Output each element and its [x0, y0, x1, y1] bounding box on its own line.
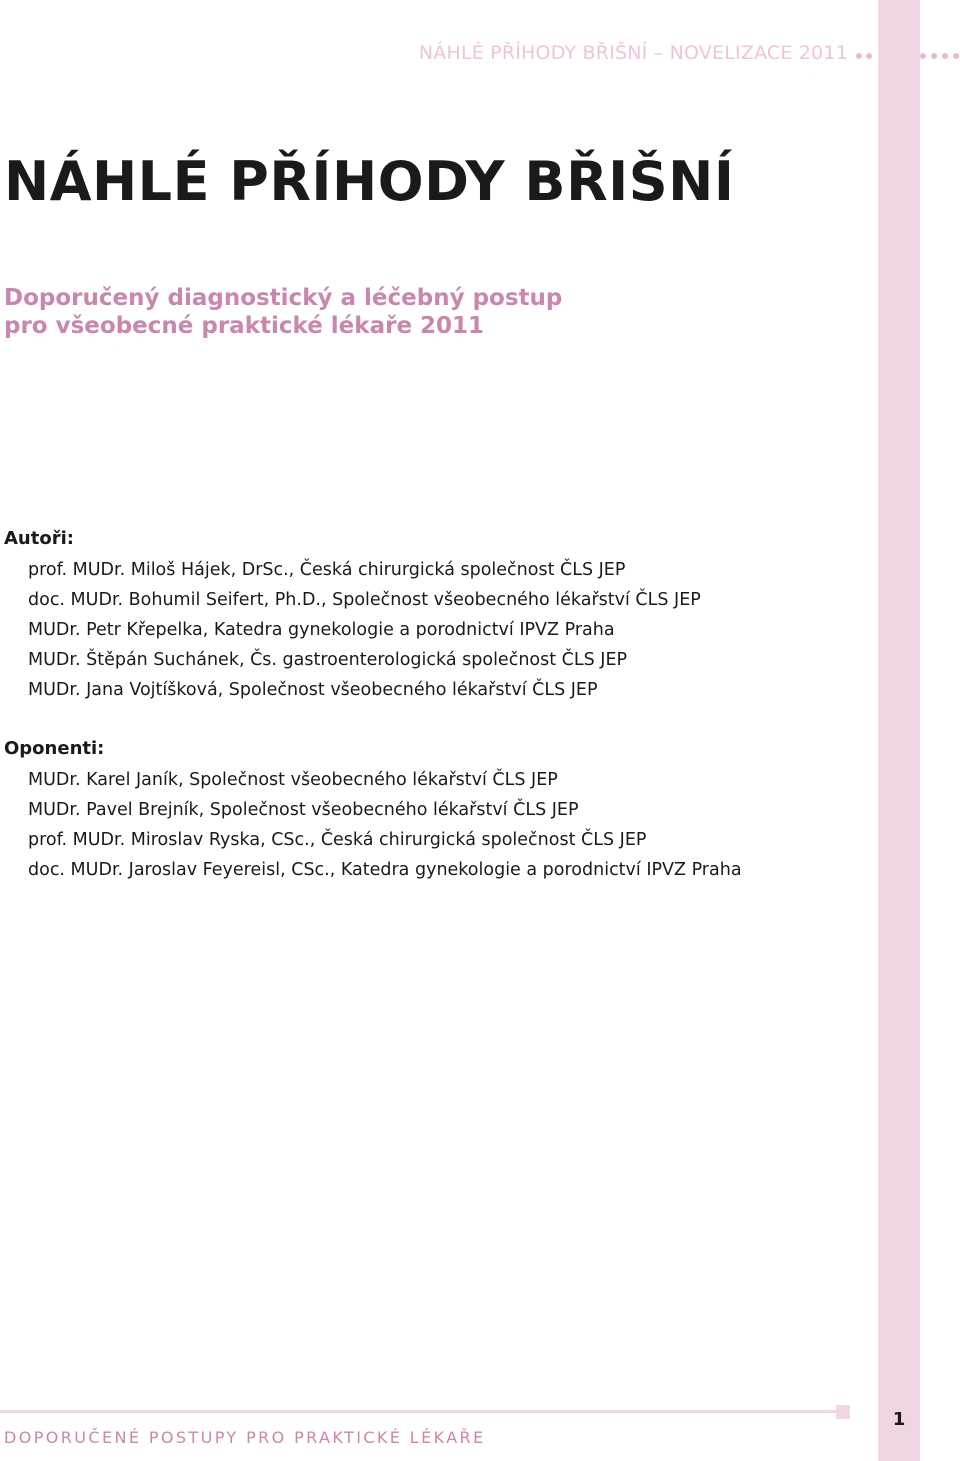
- page-number: 1: [892, 1409, 906, 1430]
- author-item: doc. MUDr. Bohumil Seifert, Ph.D., Společnost všeobecného lékařství ČLS JEP: [28, 590, 701, 610]
- reviewer-item: MUDr. Pavel Brejník, Společnost všeobecného lékařství ČLS JEP: [28, 800, 579, 820]
- author-item: MUDr. Jana Vojtíšková, Společnost všeobecného lékařství ČLS JEP: [28, 680, 598, 700]
- reviewers-heading: Oponenti:: [4, 738, 105, 759]
- reviewer-item: doc. MUDr. Jaroslav Feyereisl, CSc., Katedra gynekologie a porodnictví IPVZ Praha: [28, 860, 742, 880]
- author-item: prof. MUDr. Miloš Hájek, DrSc., Česká chirurgická společnost ČLS JEP: [28, 560, 626, 580]
- running-head: [0, 42, 960, 70]
- subtitle-line-2: pro všeobecné praktické lékaře 2011: [4, 313, 485, 339]
- page-title: NÁHLÉ PŘÍHODY BŘIŠNÍ: [4, 150, 735, 213]
- authors-heading: Autoři:: [4, 528, 74, 549]
- page-subtitle: [4, 284, 562, 340]
- reviewer-item: MUDr. Karel Janík, Společnost všeobecného lékařství ČLS JEP: [28, 770, 558, 790]
- footer-rule: [0, 1410, 838, 1413]
- authors-list: [28, 555, 701, 705]
- footer-square: [836, 1405, 850, 1419]
- author-item: MUDr. Štěpán Suchánek, Čs. gastroenterologická společnost ČLS JEP: [28, 650, 628, 670]
- reviewers-list: [28, 765, 742, 885]
- subtitle-line-1: Doporučený diagnostický a léčebný postup: [4, 285, 563, 311]
- running-head-text: NÁHLÉ PŘÍHODY BŘIŠNÍ – NOVELIZACE 2011: [418, 42, 848, 64]
- side-color-band: [878, 0, 920, 1461]
- reviewer-item: prof. MUDr. Miroslav Ryska, CSc., Česká chirurgická společnost ČLS JEP: [28, 830, 647, 850]
- author-item: MUDr. Petr Křepelka, Katedra gynekologie a porodnictví IPVZ Praha: [28, 620, 615, 640]
- footer-series-title: DOPORUČENÉ POSTUPY PRO PRAKTICKÉ LÉKAŘE: [4, 1428, 486, 1447]
